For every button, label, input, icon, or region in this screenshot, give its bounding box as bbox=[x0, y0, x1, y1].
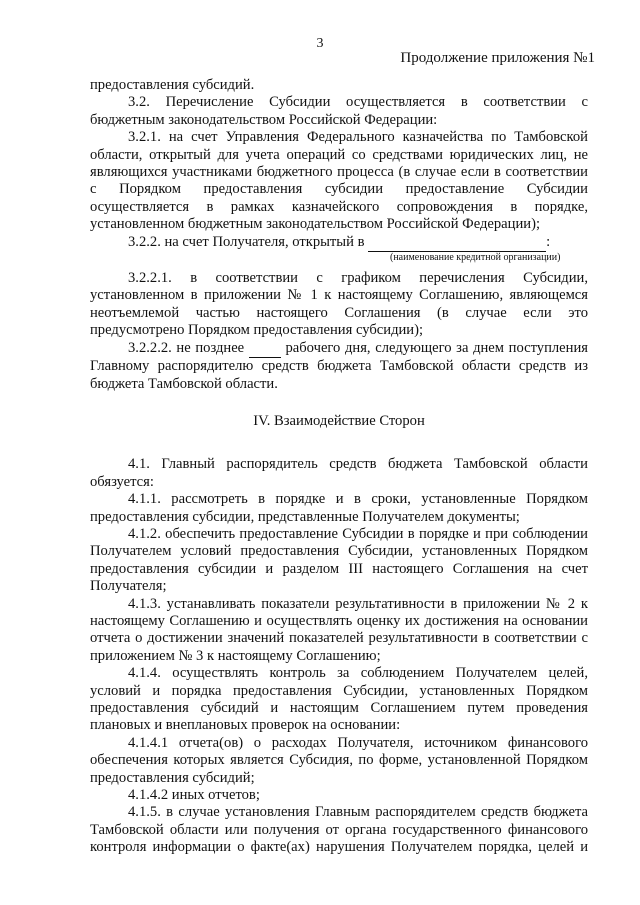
paragraph-3-2-2-2 bbox=[90, 340, 588, 393]
paragraph-4-1-1: 4.1.1. рассмотреть в порядке и в сроки, установленные Порядком предоставления субсидии, представленные Получателем документы; bbox=[90, 491, 588, 525]
paragraph-4-1: 4.1. Главный распорядитель средств бюджета Тамбовской области обязуется: bbox=[90, 456, 588, 490]
section-title: IV. Взаимодействие Сторон bbox=[253, 412, 425, 429]
paragraph-4-1-4-2: 4.1.4.2 иных отчетов; bbox=[128, 787, 260, 804]
paragraph-3-2-2 bbox=[90, 234, 588, 252]
paragraph-3-2-2-2-rest: рабочего дня, следующего за днем поступления Главному распорядителю средств бюджета Тамбовской области средств из бюджета Тамбовской области. bbox=[90, 339, 588, 392]
paragraph-4-1-3: 4.1.3. устанавливать показатели результативности в приложении № 2 к настоящему Соглашению и осуществлять оценку их достижения на основании отчета о достижении значений показателей результативности в соответствии с приложением № 3 к настоящему Соглашению; bbox=[90, 595, 588, 664]
paragraph-3-2-2-1: 3.2.2.1. в соответствии с графиком перечисления Субсидии, установленном в приложении № 1 к настоящему Соглашению, являющемся неотъемлемой частью настоящего Соглашения (в случае если это предусмотрено Порядком предоставления субсидии); bbox=[90, 270, 588, 339]
paragraph-4-1-5: 4.1.5. в случае установления Главным распорядителем средств бюджета Тамбовской области или получения от органа государственного финансового контроля информации о факте(ах) нарушения Получателем порядка, целей и bbox=[90, 804, 588, 856]
paragraph-4-1-2: 4.1.2. обеспечить предоставление Субсидии в порядке и при соблюдении Получателем условий предоставления Субсидии, установленных Порядком предоставления субсидии и разделом III настоящего Соглашения на счет Получателя; bbox=[90, 525, 588, 595]
paragraph-3-2-2-2-start: 3.2.2.2. не позднее bbox=[128, 339, 245, 356]
paragraph-3-2: 3.2. Перечисление Субсидии осуществляется в соответствии с бюджетным законодательством Российской Федерации: bbox=[90, 94, 588, 128]
days-blank bbox=[249, 340, 281, 358]
paragraph-intro: предоставления субсидий. bbox=[90, 77, 255, 93]
document-body bbox=[90, 77, 588, 857]
bank-name-blank bbox=[368, 234, 546, 252]
paragraph-3-2-2-text: 3.2.2. на счет Получателя, открытый в bbox=[128, 233, 365, 250]
bank-name-caption: (наименование кредитной организации) bbox=[390, 252, 561, 264]
paragraph-3-2-1: 3.2.1. на счет Управления Федерального казначейства по Тамбовской области, открытый для учета операций со средствами юридических лиц, не являющихся участниками бюджетного процесса (в случае если в соответствии с Порядком предоставления субсидии предоставление Субсидии осуществляется в рамках казначейского сопровождения в порядке, установленном бюджетным законодательством Российской Федерации); bbox=[90, 129, 588, 233]
paragraph-3-2-2-end: : bbox=[546, 233, 551, 250]
continuation-label: Продолжение приложения №1 bbox=[400, 50, 595, 66]
paragraph-4-1-4-1: 4.1.4.1 отчета(ов) о расходах Получателя, источником финансового обеспечения которых является Субсидия, по форме, установленной Порядком предоставления субсидий; bbox=[90, 734, 588, 786]
page-number: 3 bbox=[316, 36, 324, 51]
paragraph-4-1-4: 4.1.4. осуществлять контроль за соблюдением Получателем целей, условий и порядка предоставления Субсидии, установленных Порядком предоставления субсидий и настоящим Соглашением путем проведения плановых и внеплановых проверок на основании: bbox=[90, 665, 588, 734]
